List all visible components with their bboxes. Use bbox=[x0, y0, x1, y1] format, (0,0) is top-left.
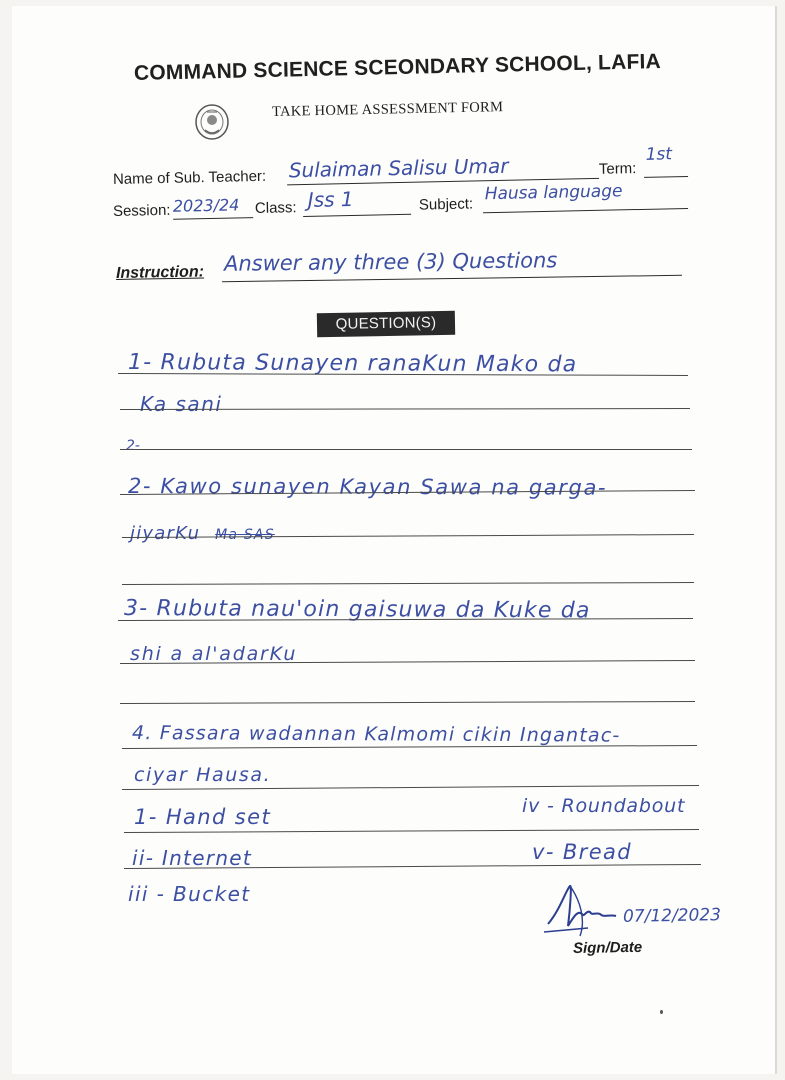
word-3-bucket: iii - Bucket bbox=[128, 882, 251, 906]
class-value: Jss 1 bbox=[307, 186, 354, 212]
instruction-text: Answer any three (3) Questions bbox=[223, 248, 558, 276]
word-5-bread: v- Bread bbox=[532, 840, 633, 864]
subject-value: Hausa language bbox=[484, 181, 623, 205]
question-2-line-1: 2- Kawo sunayen Kayan Sawa na garga- bbox=[127, 474, 608, 500]
question-3-line-2: shi a al'adarKu bbox=[130, 643, 298, 665]
word-1-hand-set: 1- Hand set bbox=[134, 805, 272, 829]
school-crest-logo bbox=[193, 102, 231, 142]
stray-mark-line: 2- bbox=[126, 438, 140, 454]
term-value: 1st bbox=[645, 144, 673, 165]
teacher-name: Sulaiman Salisu Umar bbox=[288, 153, 509, 183]
sign-date-label: Sign/Date bbox=[572, 938, 643, 957]
form-title: TAKE HOME ASSESSMENT FORM bbox=[271, 99, 504, 120]
questions-badge: QUESTION(S) bbox=[317, 311, 455, 337]
question-2-word: jiyarKu bbox=[130, 523, 201, 544]
question-4-line-2: ciyar Hausa. bbox=[134, 764, 272, 786]
instruction-label: Instruction: bbox=[115, 263, 205, 282]
word-2-internet: ii- Internet bbox=[132, 846, 253, 870]
class-underline bbox=[303, 214, 411, 217]
question-4-line-1: 4. Fassara wadannan Kalmomi cikin Ingantac- bbox=[131, 722, 621, 747]
session-label: Session: bbox=[112, 201, 171, 220]
session-underline bbox=[173, 217, 253, 220]
signature-date: 07/12/2023 bbox=[622, 905, 722, 927]
teacher-label: Name of Sub. Teacher: bbox=[112, 167, 267, 188]
subject-label: Subject: bbox=[418, 195, 474, 214]
crossed-out-text: Ma SAS bbox=[215, 527, 275, 543]
rule-line bbox=[120, 449, 692, 450]
word-4-roundabout: iv - Roundabout bbox=[522, 795, 686, 817]
class-label: Class: bbox=[254, 199, 297, 218]
school-name: COMMAND SCIENCE SCEONDARY SCHOOL, LAFIA bbox=[133, 50, 662, 85]
signature-drawing bbox=[540, 880, 630, 940]
term-underline bbox=[644, 176, 688, 178]
question-1-line-1: 1- Rubuta Sunayen ranaKun Mako da bbox=[127, 350, 578, 378]
term-label: Term: bbox=[598, 160, 637, 178]
paper-speck bbox=[660, 1010, 663, 1014]
subject-underline bbox=[483, 208, 688, 213]
question-3-line-1: 3- Rubuta nau'oin gaisuwa da Kuke da bbox=[123, 596, 591, 624]
question-2-line-2 bbox=[130, 523, 275, 544]
question-1-line-2: Ka sani bbox=[140, 392, 223, 416]
session-value: 2023/24 bbox=[172, 195, 240, 216]
